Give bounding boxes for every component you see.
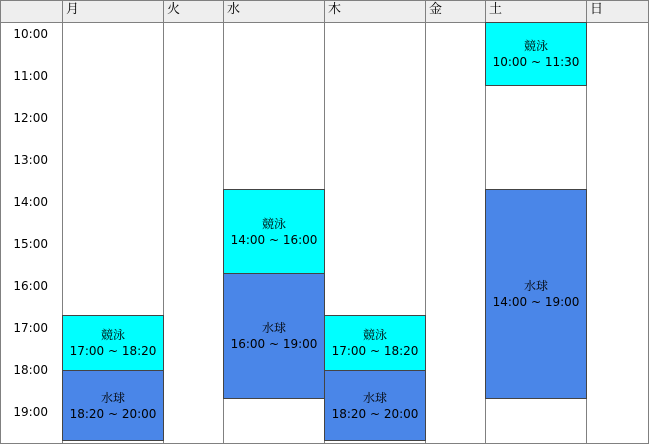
time-label: 16:00 xyxy=(13,279,48,293)
event-block[interactable] xyxy=(223,189,325,274)
event-title: 競泳 xyxy=(100,328,125,342)
day-header-tue: 火 xyxy=(167,2,181,17)
time-label: 18:00 xyxy=(13,363,48,377)
event-title: 水球 xyxy=(100,390,125,405)
event-block[interactable] xyxy=(223,273,325,399)
day-header-sun: 日 xyxy=(590,2,604,17)
time-label: 14:00 xyxy=(13,195,48,209)
event-title: 競泳 xyxy=(362,328,387,342)
event-title: 水球 xyxy=(261,321,286,335)
event-time-range: 17:00 ~ 18:20 xyxy=(331,344,419,358)
time-label: 10:00 xyxy=(13,27,48,41)
event-block[interactable] xyxy=(485,22,587,86)
time-label: 19:00 xyxy=(13,405,48,419)
event-time-range: 16:00 ~ 19:00 xyxy=(230,337,318,351)
day-header-thu: 木 xyxy=(328,2,342,17)
day-header-fri: 金 xyxy=(429,2,443,17)
event-block[interactable] xyxy=(324,370,426,441)
event-title: 競泳 xyxy=(261,216,286,231)
time-label: 13:00 xyxy=(13,153,48,167)
day-header-sat: 土 xyxy=(489,2,503,17)
time-label: 11:00 xyxy=(13,69,48,83)
event-block[interactable] xyxy=(324,315,426,371)
grid-border-left xyxy=(0,0,1,444)
event-title: 水球 xyxy=(523,279,548,293)
day-header-wed: 水 xyxy=(227,2,241,17)
time-label: 17:00 xyxy=(13,321,48,335)
event-time-range: 18:20 ~ 20:00 xyxy=(69,406,157,421)
event-time-range: 17:00 ~ 18:20 xyxy=(69,344,157,358)
event-title: 競泳 xyxy=(523,39,548,53)
event-time-range: 14:00 ~ 19:00 xyxy=(492,295,580,309)
event-block[interactable] xyxy=(62,370,164,441)
event-time-range: 10:00 ~ 11:30 xyxy=(492,55,580,69)
day-header-mon: 月 xyxy=(66,2,80,17)
time-label: 15:00 xyxy=(13,237,48,251)
event-block[interactable] xyxy=(62,315,164,371)
event-time-range: 18:20 ~ 20:00 xyxy=(331,406,419,421)
event-block[interactable] xyxy=(485,189,587,399)
time-label: 12:00 xyxy=(13,111,48,125)
event-time-range: 14:00 ~ 16:00 xyxy=(230,232,318,247)
event-title: 水球 xyxy=(362,390,387,405)
